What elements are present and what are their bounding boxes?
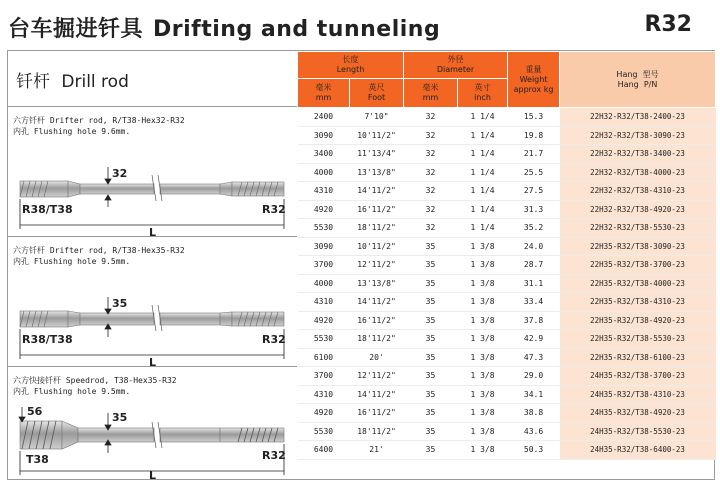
section-drifter-rod-hex32 [8, 107, 297, 237]
table-row [298, 126, 716, 145]
hang-label-2: Hang [617, 79, 639, 89]
length-symbol: L [149, 469, 157, 479]
part-number-cell: 22H35-R32/T38-4000-23 [560, 274, 716, 293]
part-number-cell: 24H35-R32/T38-5530-23 [560, 422, 716, 441]
diameter-inch-cell: 1 3/8 [458, 441, 508, 460]
weight-cell: 43.6 [508, 422, 560, 441]
foot-header-cn: 英尺 [368, 83, 385, 92]
diameter-inch-cell: 1 3/8 [458, 311, 508, 330]
diameter-inch-cell: 1 3/8 [458, 422, 508, 441]
part-number-cell: 22H35-R32/T38-4920-23 [560, 311, 716, 330]
rod-body [20, 305, 284, 331]
section-2-flush: 内孔 Flushing hole 9.5mm. [13, 257, 131, 266]
length-foot-cell: 20' [350, 348, 404, 367]
rod-body [20, 421, 284, 449]
length-foot-cell: 16'11/2" [350, 311, 404, 330]
drill-rod-title [8, 51, 297, 107]
length-mm-cell: 4920 [298, 200, 350, 219]
section-3-flush: 内孔 Flushing hole 9.5mm. [13, 387, 131, 396]
rod-drawing-2 [8, 267, 297, 367]
diameter-mm-cell: 32 [404, 219, 458, 238]
diameter-inch-cell: 1 1/4 [458, 182, 508, 201]
length-mm-cell: 3400 [298, 145, 350, 164]
weight-cell: 35.2 [508, 219, 560, 238]
part-number-cell: 22H32-R32/T38-5530-23 [560, 219, 716, 238]
length-foot-cell: 14'11/2" [350, 293, 404, 312]
length-foot-cell: 7'10" [350, 108, 404, 127]
table-row [298, 182, 716, 201]
mm-header [298, 79, 350, 108]
diameter-mm-cell: 35 [404, 348, 458, 367]
length-mm-cell: 4920 [298, 311, 350, 330]
part-number-cell: 22H32-R32/T38-4310-23 [560, 182, 716, 201]
length-mm-cell: 3700 [298, 256, 350, 275]
length-mm-cell: 5530 [298, 219, 350, 238]
section-2-desc: 六方钎杆 Drifter rod, R/T38-Hex35-R32 [13, 246, 185, 255]
part-number-cell: 22H35-R32/T38-6100-23 [560, 348, 716, 367]
inch-header [458, 79, 508, 108]
rod-drawing-3 [8, 397, 297, 479]
pn-label: P/N [643, 79, 658, 89]
part-number-cell: 22H32-R32/T38-4920-23 [560, 200, 716, 219]
length-mm-cell: 6400 [298, 441, 350, 460]
diameter-mm-cell: 32 [404, 200, 458, 219]
table-row [298, 348, 716, 367]
part-number-cell: 24H35-R32/T38-4310-23 [560, 385, 716, 404]
page-title [8, 12, 440, 43]
part-number-header [560, 52, 716, 108]
diameter-header [404, 52, 508, 79]
diameter-mm-cell: 35 [404, 367, 458, 386]
diameter-inch-cell: 1 3/8 [458, 293, 508, 312]
length-foot-cell: 18'11/2" [350, 219, 404, 238]
weight-cell: 37.8 [508, 311, 560, 330]
diameter-mm-cell: 32 [404, 108, 458, 127]
table-row [298, 219, 716, 238]
part-number-cell: 22H32-R32/T38-4000-23 [560, 163, 716, 182]
length-foot-cell: 13'13/8" [350, 274, 404, 293]
diameter-mm-header-cn: 毫米 [422, 83, 439, 92]
weight-cell: 34.1 [508, 385, 560, 404]
rod-diameter-label: 32 [112, 167, 128, 180]
weight-cell: 31.1 [508, 274, 560, 293]
section-speedrod-hex35 [8, 367, 297, 479]
table-row [298, 145, 716, 164]
diameter-inch-cell: 1 1/4 [458, 108, 508, 127]
length-mm-cell: 3090 [298, 237, 350, 256]
table-row [298, 385, 716, 404]
length-mm-cell: 4310 [298, 385, 350, 404]
length-mm-cell: 4310 [298, 182, 350, 201]
weight-cell: 25.5 [508, 163, 560, 182]
rod-drawing-1 [8, 137, 297, 237]
table-row [298, 441, 716, 460]
weight-header-cn: 重量 [525, 64, 542, 74]
page-title-cn: 台车掘进钎具 [8, 17, 144, 42]
hang-label: Hang [616, 69, 638, 79]
diameter-mm-cell: 35 [404, 330, 458, 349]
diameter-mm-cell: 35 [404, 422, 458, 441]
part-number-cell: 22H35-R32/T38-3700-23 [560, 256, 716, 275]
weight-cell: 24.0 [508, 237, 560, 256]
diameter-mm-cell: 35 [404, 404, 458, 423]
length-mm-cell: 4000 [298, 163, 350, 182]
length-mm-cell: 5530 [298, 422, 350, 441]
length-foot-cell: 16'11/2" [350, 404, 404, 423]
length-symbol: L [149, 356, 157, 367]
length-foot-cell: 12'11/2" [350, 367, 404, 386]
specs-table-panel [297, 51, 715, 479]
length-foot-cell: 12'11/2" [350, 256, 404, 275]
model-code: R32 [644, 12, 692, 37]
table-row [298, 274, 716, 293]
diameter-inch-cell: 1 3/8 [458, 237, 508, 256]
length-foot-cell: 18'11/2" [350, 422, 404, 441]
diameter-inch-cell: 1 3/8 [458, 330, 508, 349]
length-foot-cell: 13'13/8" [350, 163, 404, 182]
part-number-cell: 24H35-R32/T38-4920-23 [560, 404, 716, 423]
length-foot-cell: 14'11/2" [350, 182, 404, 201]
length-mm-cell: 2400 [298, 108, 350, 127]
rod-diameter-label: 35 [112, 411, 128, 424]
right-thread-label: R32 [262, 449, 286, 462]
diameter-mm-cell: 35 [404, 441, 458, 460]
table-row [298, 422, 716, 441]
foot-header [350, 79, 404, 108]
table-row [298, 311, 716, 330]
model-label-cn: 型号 [642, 69, 659, 79]
table-row [298, 108, 716, 127]
weight-cell: 27.5 [508, 182, 560, 201]
diameter-inch-cell: 1 1/4 [458, 219, 508, 238]
table-row [298, 404, 716, 423]
table-row [298, 237, 716, 256]
rod-diameter-label: 35 [112, 297, 128, 310]
weight-header [508, 52, 560, 108]
left-thread-label: R38/T38 [22, 333, 73, 346]
length-header-cn: 长度 [342, 55, 359, 64]
length-foot-cell: 10'11/2" [350, 237, 404, 256]
mm-header-cn: 毫米 [315, 83, 332, 92]
weight-cell: 33.4 [508, 293, 560, 312]
weight-header-en: Weight [519, 74, 548, 84]
table-row [298, 200, 716, 219]
part-number-cell: 22H32-R32/T38-3090-23 [560, 126, 716, 145]
left-thread-label: R38/T38 [22, 203, 73, 216]
inch-header-en: inch [474, 93, 491, 102]
drawings-panel [8, 51, 297, 479]
specs-table [297, 51, 716, 460]
diameter-mm-cell: 32 [404, 126, 458, 145]
length-mm-cell: 3700 [298, 367, 350, 386]
length-mm-cell: 3090 [298, 126, 350, 145]
table-row [298, 367, 716, 386]
table-row [298, 330, 716, 349]
diameter-header-en: Diameter [436, 65, 475, 74]
table-row [298, 293, 716, 312]
diameter-mm-cell: 32 [404, 182, 458, 201]
diameter-inch-cell: 1 1/4 [458, 163, 508, 182]
diameter-inch-cell: 1 1/4 [458, 126, 508, 145]
length-mm-cell: 6100 [298, 348, 350, 367]
weight-cell: 15.3 [508, 108, 560, 127]
diameter-mm-header [404, 79, 458, 108]
weight-cell: 19.8 [508, 126, 560, 145]
diameter-inch-cell: 1 1/4 [458, 145, 508, 164]
diameter-header-cn: 外径 [447, 55, 464, 64]
length-mm-cell: 4920 [298, 404, 350, 423]
length-symbol: L [149, 226, 157, 237]
diameter-mm-cell: 35 [404, 385, 458, 404]
section-1-desc: 六方钎杆 Drifter rod, R/T38-Hex32-R32 [13, 116, 185, 125]
length-mm-cell: 4000 [298, 274, 350, 293]
diameter-mm-cell: 35 [404, 311, 458, 330]
length-header [298, 52, 404, 79]
table-row [298, 256, 716, 275]
left-thread-label: T38 [26, 453, 49, 466]
section-1-flush: 内孔 Flushing hole 9.6mm. [13, 127, 131, 136]
weight-cell: 31.3 [508, 200, 560, 219]
product-sheet [7, 50, 715, 480]
diameter-mm-header-en: mm [422, 93, 439, 102]
length-mm-cell: 4310 [298, 293, 350, 312]
section-drifter-rod-hex35 [8, 237, 297, 367]
weight-cell: 21.7 [508, 145, 560, 164]
length-foot-cell: 10'11/2" [350, 126, 404, 145]
rod-body [20, 175, 284, 201]
weight-cell: 38.8 [508, 404, 560, 423]
right-thread-label: R32 [262, 333, 286, 346]
part-number-cell: 22H35-R32/T38-5530-23 [560, 330, 716, 349]
inch-header-cn: 英寸 [474, 83, 491, 92]
diameter-inch-cell: 1 1/4 [458, 200, 508, 219]
diameter-mm-cell: 35 [404, 274, 458, 293]
length-foot-cell: 18'11/2" [350, 330, 404, 349]
length-header-en: Length [336, 65, 365, 74]
part-number-cell: 22H32-R32/T38-2400-23 [560, 108, 716, 127]
specs-table-body [298, 108, 716, 460]
length-foot-cell: 11'13/4" [350, 145, 404, 164]
diameter-mm-cell: 35 [404, 293, 458, 312]
drill-rod-title-cn: 钎杆 [16, 72, 50, 92]
length-mm-cell: 5530 [298, 330, 350, 349]
foot-header-en: Foot [367, 93, 386, 102]
length-foot-cell: 16'11/2" [350, 200, 404, 219]
section-3-desc: 六方快接钎杆 Speedrod, T38-Hex35-R32 [13, 376, 177, 385]
part-number-cell: 22H35-R32/T38-4310-23 [560, 293, 716, 312]
table-row [298, 163, 716, 182]
part-number-cell: 24H35-R32/T38-6400-23 [560, 441, 716, 460]
right-thread-label: R32 [262, 203, 286, 216]
weight-cell: 50.3 [508, 441, 560, 460]
diameter-inch-cell: 1 3/8 [458, 274, 508, 293]
diameter-mm-cell: 32 [404, 163, 458, 182]
weight-header-unit: approx kg [513, 84, 554, 94]
weight-cell: 28.7 [508, 256, 560, 275]
diameter-mm-cell: 35 [404, 256, 458, 275]
length-foot-cell: 21' [350, 441, 404, 460]
weight-cell: 42.9 [508, 330, 560, 349]
page-title-en: Drifting and tunneling [153, 17, 441, 42]
length-foot-cell: 14'11/2" [350, 385, 404, 404]
diameter-inch-cell: 1 3/8 [458, 385, 508, 404]
diameter-mm-cell: 32 [404, 145, 458, 164]
weight-cell: 47.3 [508, 348, 560, 367]
diameter-inch-cell: 1 3/8 [458, 367, 508, 386]
part-number-cell: 22H32-R32/T38-3400-23 [560, 145, 716, 164]
diameter-inch-cell: 1 3/8 [458, 348, 508, 367]
mm-header-en: mm [315, 93, 332, 102]
diameter-inch-cell: 1 3/8 [458, 404, 508, 423]
diameter-inch-cell: 1 3/8 [458, 256, 508, 275]
weight-cell: 29.0 [508, 367, 560, 386]
shank-diameter-label: 56 [27, 405, 43, 418]
diameter-mm-cell: 35 [404, 237, 458, 256]
part-number-cell: 24H35-R32/T38-3700-23 [560, 367, 716, 386]
part-number-cell: 22H35-R32/T38-3090-23 [560, 237, 716, 256]
drill-rod-title-en: Drill rod [61, 72, 129, 92]
